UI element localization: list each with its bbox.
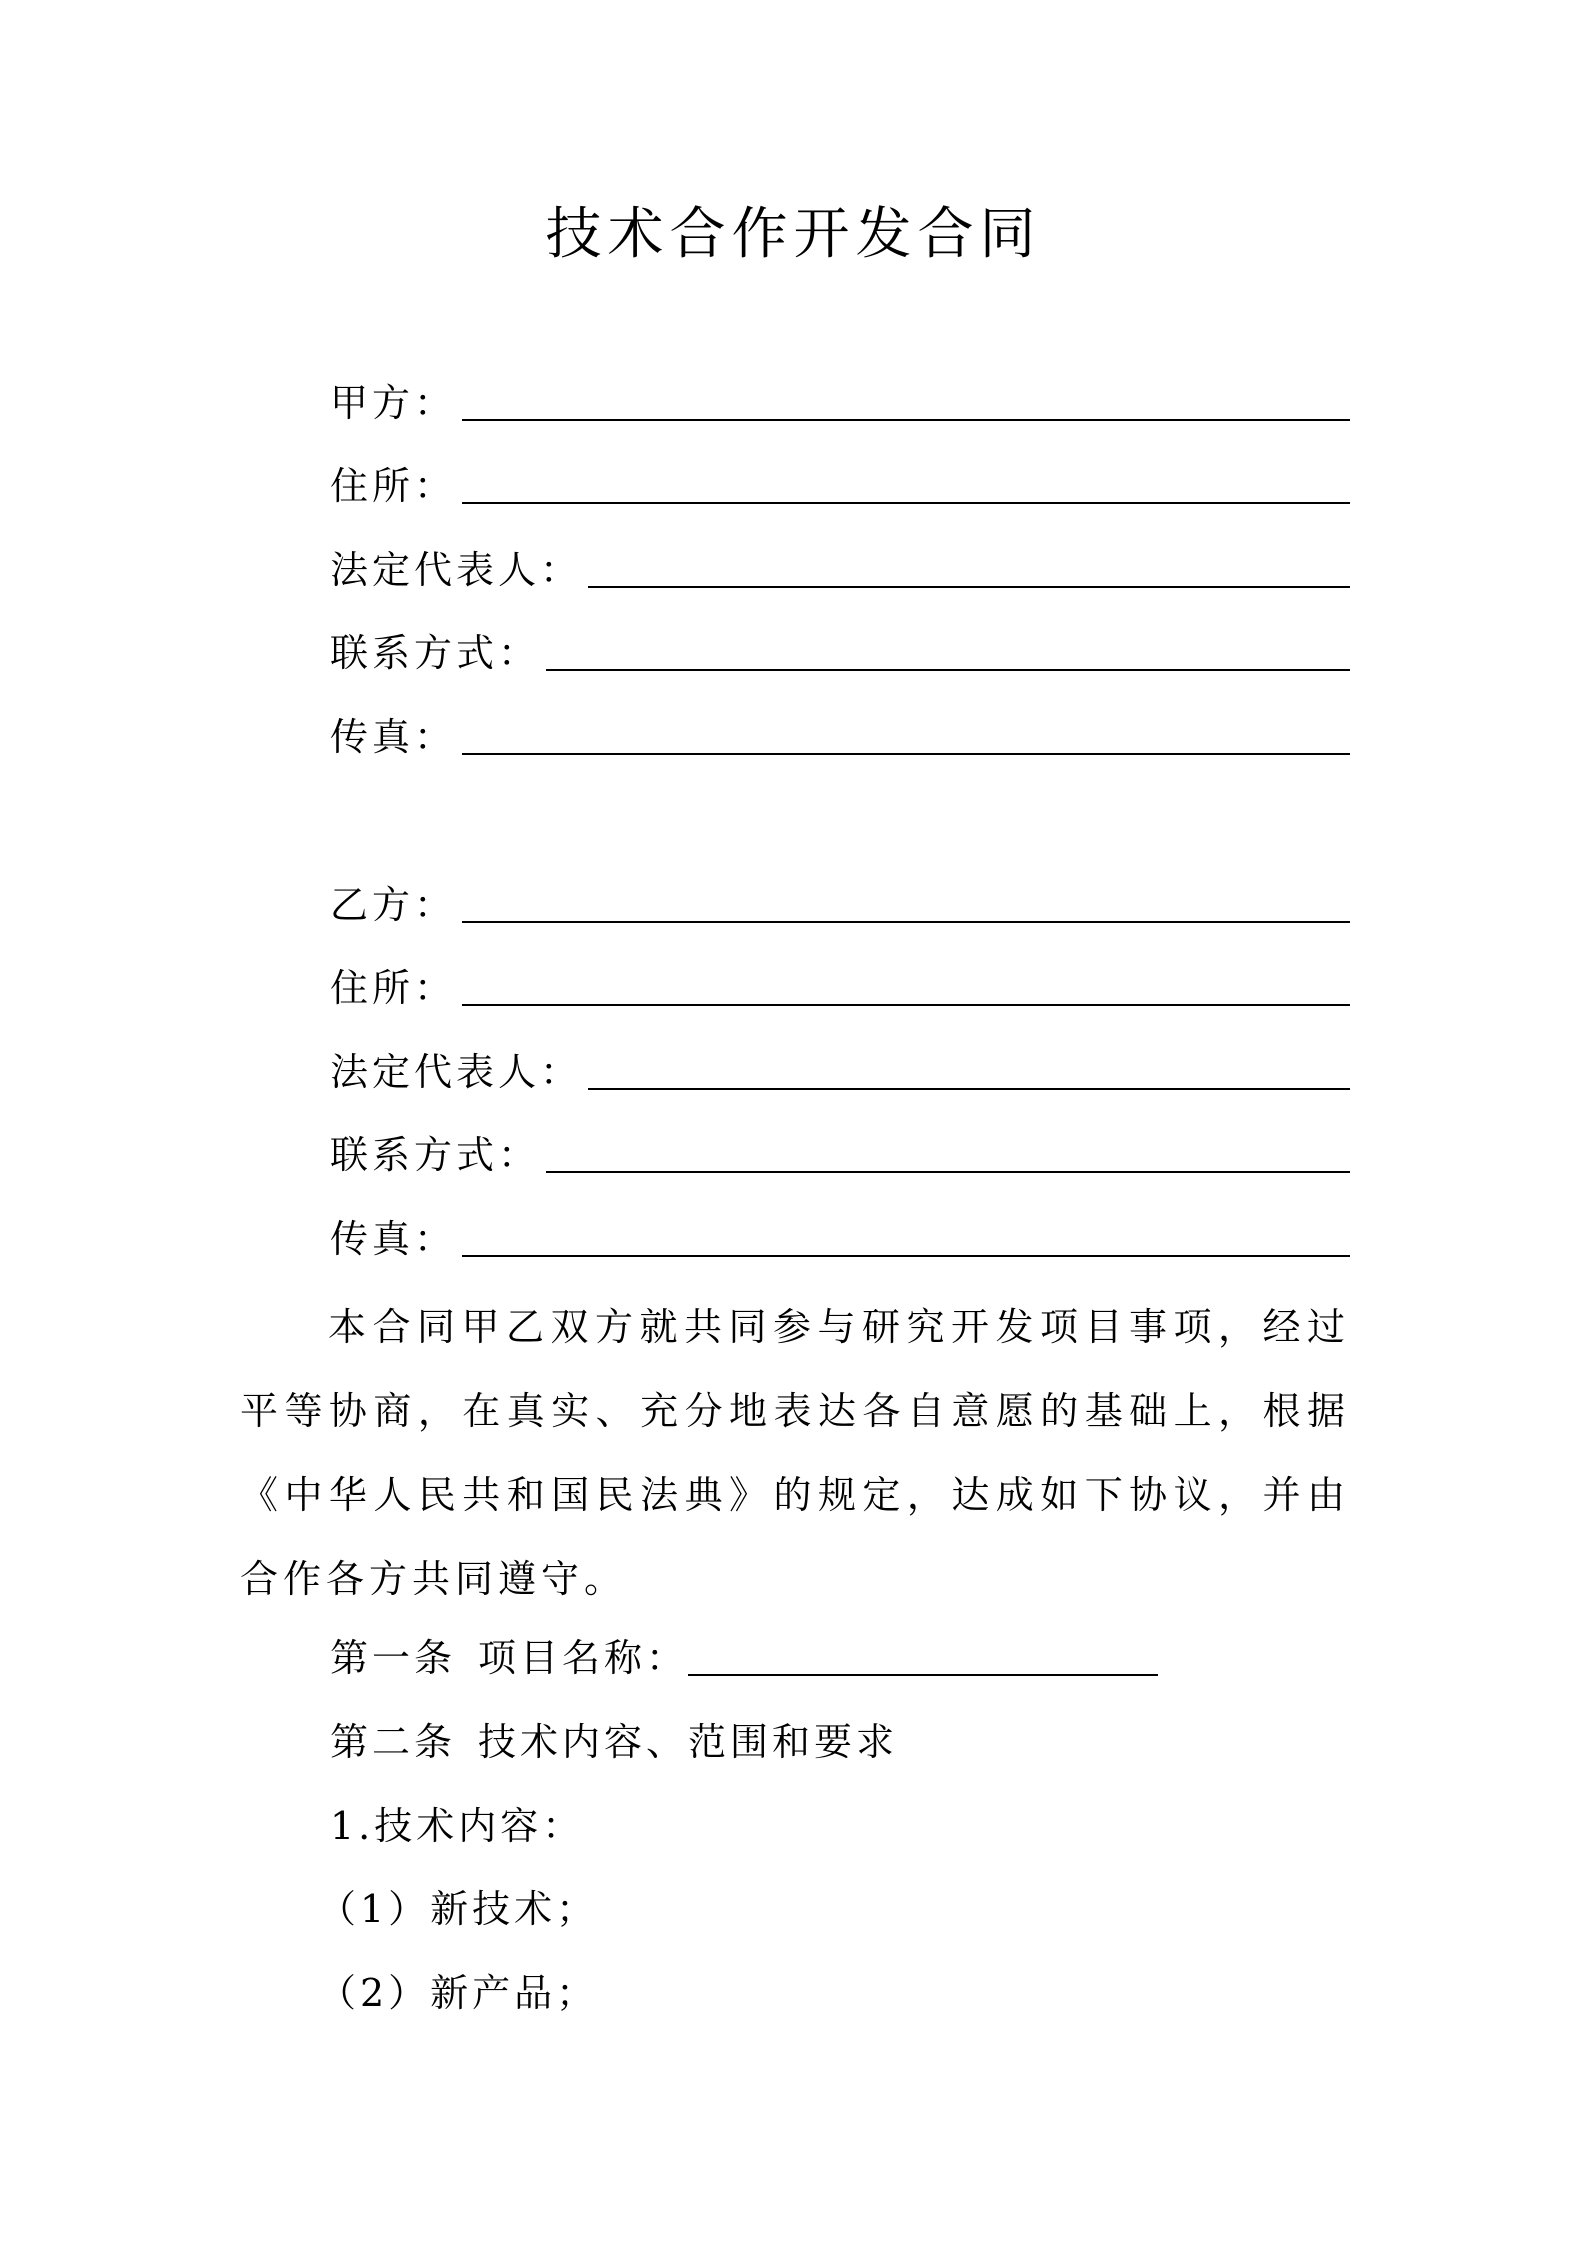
party-a-contact-row [330,627,1350,679]
colon: ： [414,883,453,927]
party-b-fax-blank[interactable] [462,1255,1350,1257]
party-a-representative-label: 法定代表人 [330,548,541,592]
colon: ： [414,966,453,1010]
tech-content-label: 1.技术内容： [330,1804,585,1848]
party-a-contact-blank[interactable] [546,669,1350,671]
party-b-representative-label: 法定代表人 [330,1050,541,1094]
party-b-contact-row [330,1129,1350,1181]
party-b-representative-row [330,1046,1350,1098]
party-a-fax-label: 传真 [330,715,415,759]
party-b-address-row [330,962,1350,1014]
party-b-address-label: 住所 [330,966,415,1010]
party-a-label: 甲方 [330,381,415,425]
party-b-fax-label: 传真 [330,1217,415,1261]
party-a-name-blank[interactable] [462,419,1350,421]
list-item: （1）新技术； [318,1887,599,1931]
colon: ： [540,548,579,592]
colon: ： [540,1050,579,1094]
party-a-name-row [330,377,1350,429]
party-b-name-blank[interactable] [462,921,1350,923]
party-b-fax-row [330,1213,1350,1265]
intro-paragraph: 本合同甲乙双方就共同参与研究开发项目事项，经过平等协商，在真实、充分地表达各自意愿的基础上，根据《中华人民共和国民法典》的规定，达成如下协议，并由合作各方共同遵守。 [240,1305,1350,1601]
clause-1-title: 项目名称： [478,1636,689,1680]
clause-1-number: 第一条 [330,1636,457,1680]
clause-1 [330,1632,1158,1684]
party-a-address-label: 住所 [330,464,415,508]
clause-2-number: 第二条 [330,1720,457,1764]
list-item: （2）新产品； [318,1971,599,2015]
party-a-representative-row [330,544,1350,596]
party-b-contact-label: 联系方式 [330,1133,499,1177]
party-a-representative-blank[interactable] [588,586,1350,588]
project-name-blank[interactable] [688,1674,1158,1676]
party-b-representative-blank[interactable] [588,1088,1350,1090]
colon: ： [414,1217,453,1261]
party-b-address-blank[interactable] [462,1004,1350,1006]
colon: ： [498,631,537,675]
party-a-address-row [330,460,1350,512]
party-a-address-blank[interactable] [462,502,1350,504]
party-b-label: 乙方 [330,883,415,927]
party-a-contact-label: 联系方式 [330,631,499,675]
colon: ： [414,715,453,759]
colon: ： [498,1133,537,1177]
party-b-contact-blank[interactable] [546,1171,1350,1173]
colon: ： [414,464,453,508]
document-title: 技术合作开发合同 [545,202,1042,267]
party-b-name-row [330,879,1350,931]
party-a-fax-row [330,711,1350,763]
clause-2 [330,1716,898,1768]
party-a-fax-blank[interactable] [462,753,1350,755]
clause-2-title: 技术内容、范围和要求 [478,1720,899,1764]
colon: ： [414,381,453,425]
